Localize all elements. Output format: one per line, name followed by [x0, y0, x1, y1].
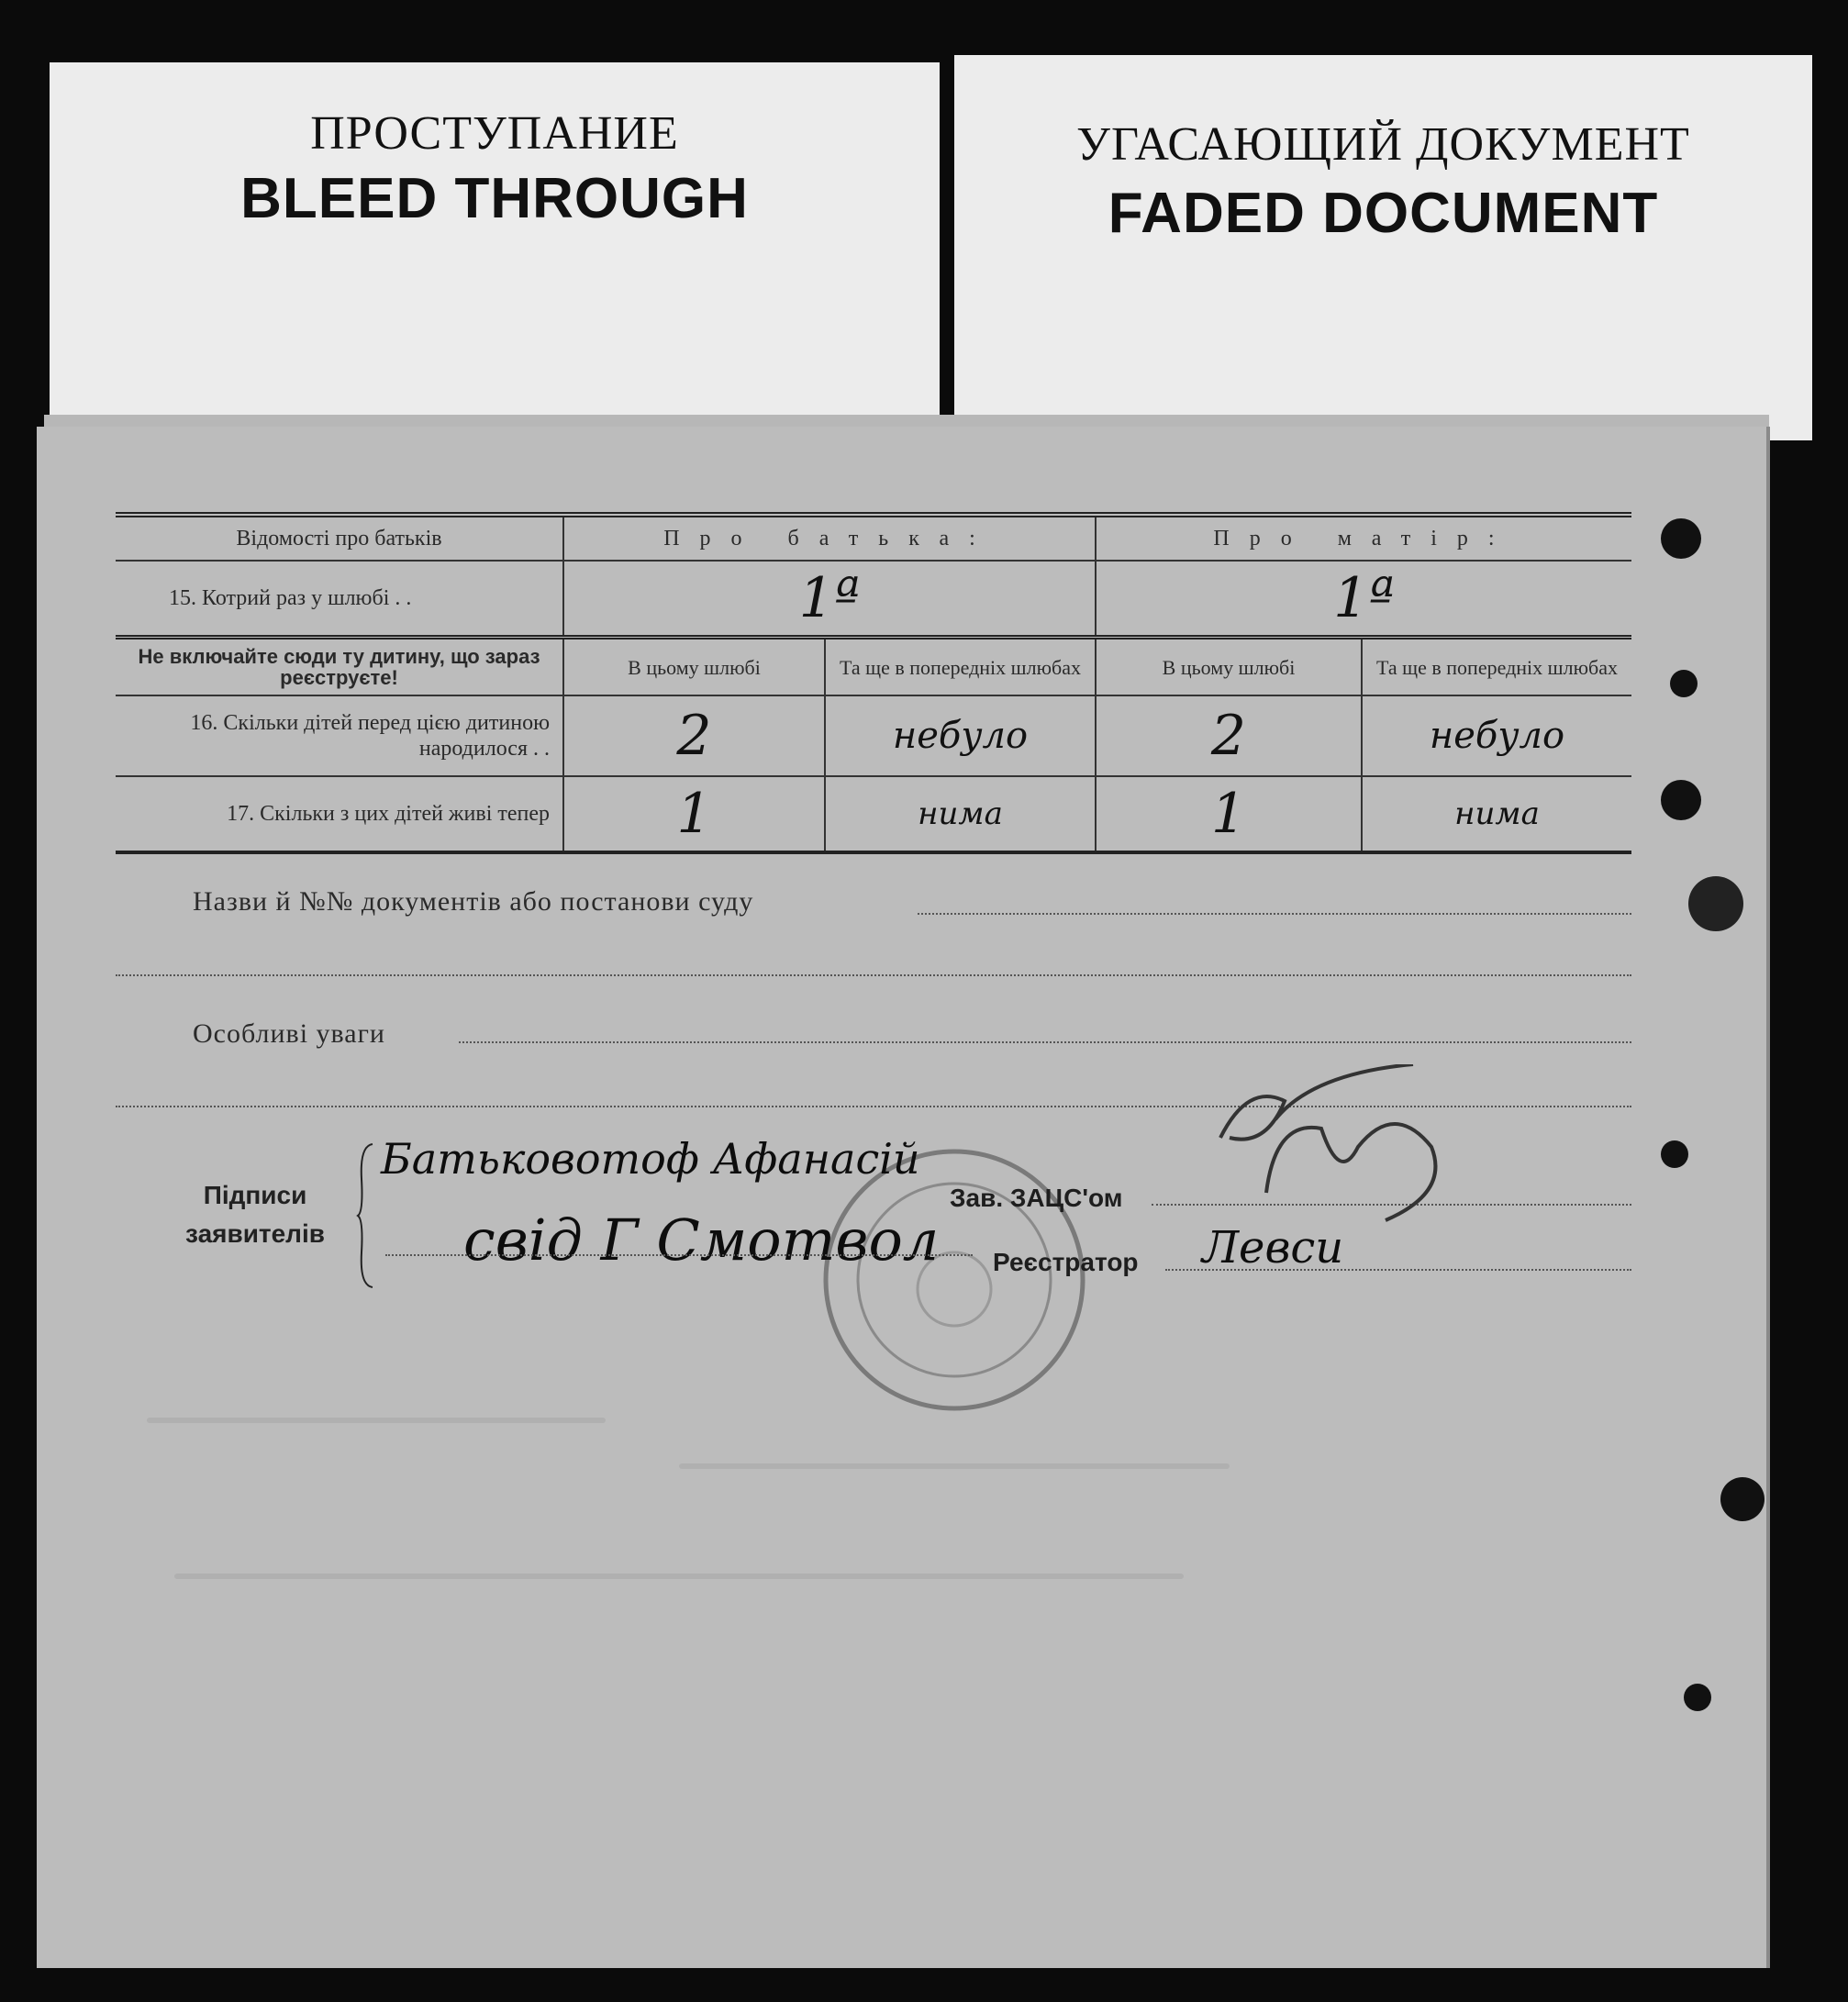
father-children-alive-prev: нима	[825, 776, 1096, 852]
table-row	[116, 561, 1631, 638]
documents-line	[918, 913, 1631, 915]
notes-line	[459, 1041, 1631, 1043]
table-row	[116, 695, 1631, 776]
father-previous-header: Та ще в попередніх шлюбах	[825, 638, 1096, 696]
mother-children-alive-this: 1	[1096, 776, 1362, 852]
table-subheader-row	[116, 638, 1631, 696]
punch-hole	[1661, 1140, 1688, 1168]
mother-children-alive-prev: нима	[1362, 776, 1631, 852]
father-children-born-prev: небуло	[825, 695, 1096, 776]
notes-label: Особливі уваги	[193, 1018, 385, 1049]
faded-document-en: FADED DOCUMENT	[1108, 182, 1659, 245]
signatures-label-line1: Підписи	[203, 1181, 307, 1209]
documents-label: Назви й №№ документів або постанови суду	[193, 886, 754, 917]
bleed-through-trace	[174, 1574, 1184, 1579]
mother-children-born-this: 2	[1096, 695, 1362, 776]
children-born-label: 16. Скільки дітей перед цією дитиною народилося . .	[116, 695, 563, 776]
bleed-through-trace	[147, 1418, 606, 1423]
head-signature-icon	[1211, 1064, 1496, 1257]
marriage-count-label: 15. Котрий раз у шлюбі . .	[116, 561, 563, 638]
punch-hole	[1720, 1477, 1765, 1521]
mother-header: Про матір:	[1096, 515, 1631, 561]
registrar-signature: Левси	[1202, 1222, 1344, 1273]
parents-info-header: Відомості про батьків	[116, 515, 563, 561]
punch-hole	[1688, 876, 1743, 931]
head-label: Зав. ЗАЦС'ом	[950, 1184, 1123, 1212]
mother-children-born-prev: небуло	[1362, 695, 1631, 776]
punch-hole	[1661, 780, 1701, 820]
parents-info-table	[116, 512, 1631, 854]
mother-marriage-count: 1ª	[1096, 561, 1631, 638]
table-header-row	[116, 515, 1631, 561]
punch-hole	[1684, 1684, 1711, 1711]
signatures-label-line2: заявителів	[185, 1219, 325, 1248]
exclusion-note: Не включайте сюди ту дитину, що зараз реєструєте!	[116, 638, 563, 696]
table-row	[116, 776, 1631, 852]
children-alive-label: 17. Скільки з цих дітей живі тепер	[227, 802, 550, 826]
applicant-signature-2: свід Г Смотвол	[463, 1207, 940, 1273]
faded-document-ru: УГАСАЮЩИЙ ДОКУМЕНТ	[1076, 118, 1690, 171]
faded-document-card	[954, 55, 1812, 440]
father-header: Про батька:	[563, 515, 1096, 561]
mother-previous-header: Та ще в попередніх шлюбах	[1362, 638, 1631, 696]
documents-line-2	[116, 974, 1631, 976]
father-this-marriage-header: В цьому шлюбі	[563, 638, 825, 696]
applicant-signature-1: Батьковотоф Афанасій	[381, 1134, 920, 1184]
bleed-through-en: BLEED THROUGH	[240, 167, 749, 230]
signature-line	[385, 1254, 973, 1256]
father-marriage-count: 1ª	[563, 561, 1096, 638]
mother-this-marriage-header: В цьому шлюбі	[1096, 638, 1362, 696]
punch-hole	[1670, 670, 1698, 697]
father-children-born-this: 2	[563, 695, 825, 776]
father-children-alive-this: 1	[563, 776, 825, 852]
applicant-signatures-label	[173, 1176, 338, 1253]
punch-hole	[1661, 518, 1701, 559]
registrar-label: Реєстратор	[993, 1248, 1139, 1276]
bleed-through-ru: ПРОСТУПАНИЕ	[310, 107, 679, 160]
brace-icon	[356, 1142, 374, 1289]
bleed-through-card	[50, 62, 940, 448]
